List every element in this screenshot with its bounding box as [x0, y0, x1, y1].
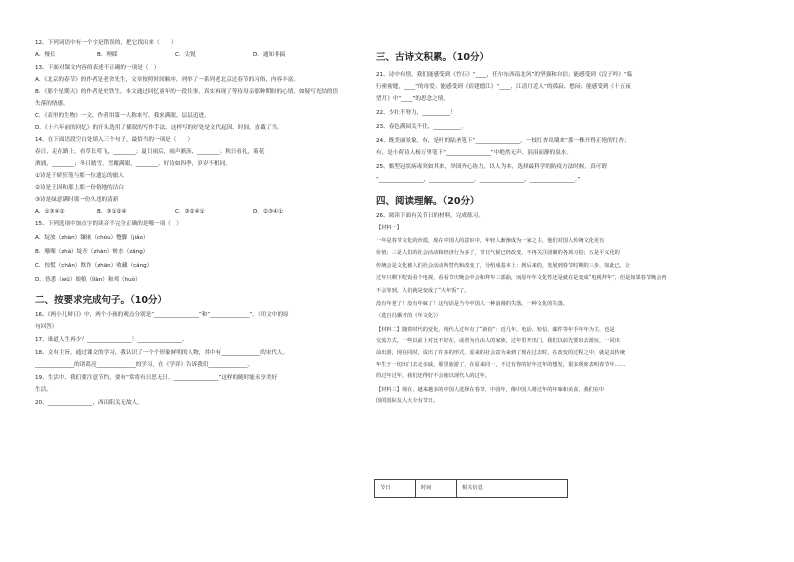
- q21-line-2: 行密密缝，____”的母爱；能感受到《宿建德江》“____，江清月近人”的孤寂、愁闷；能感受到《十五夜: [376, 84, 631, 90]
- q19-line-1: 19、生活中，我们要注意节约，要有“常将有日思无日，________________”这样的随时能永享美好: [35, 375, 278, 381]
- q25-line-2: “________________，________________，________________，________________。”: [376, 177, 581, 183]
- table-header-info: 相关信息: [462, 485, 483, 491]
- material2-line-3: 前出游，现在同时，说出了许多的形式，原来的社会意为来到了现在过去时，在改变的过程之中，就是其传统: [376, 349, 626, 356]
- material2-line-5: 的过年过年，我们还得好不会使以现代人的过年。: [376, 373, 491, 380]
- material3-line-2: 国的国际友人大全有节日。: [376, 398, 439, 405]
- q12-option-b: B．理睬: [97, 52, 118, 58]
- q13-stem: 13、下面对课文内容的表述不正确的一项是（ ）: [35, 65, 160, 71]
- material1-line-1: 一年是春节文化的沙漠，现在中国人的意识中，年轻人渐渐成为一家之主，他们对国人传统文化更有: [376, 237, 605, 244]
- q18-line-1: 18、文有主旨，通过课文的学习，我认识了一个个形象鲜明的人物，其中有______________的宋代人。: [35, 350, 289, 356]
- right-column: [376, 38, 771, 405]
- q12-option-c: C．尖锐: [175, 52, 196, 58]
- material2-line-1: 【材料二】随着时代的变化，现代人过年有了“新俗”：近几年，电话、短信、邮件等年手年年为主，也是: [376, 326, 615, 333]
- festival-table: [374, 479, 568, 498]
- q13-option-b-cont: 失落的情感。: [35, 101, 69, 107]
- q15-option-c: C．惊慌（chǎn）欺诈（zhān）收藏（cáng）: [35, 263, 153, 269]
- q12-options: [35, 52, 375, 59]
- q14-passage-2: 酒浦，________；冬日踏雪，雪覆满眼，________。好诗如四季，岁岁不相同。: [35, 161, 231, 167]
- q13-option-d: D．《十六年前的回忆》的开头选用了插叙的写作手法，这样写的好处是文代起因、时间，直截了当。: [35, 125, 283, 131]
- section3-title: 三、古诗文积累。（10分）: [376, 52, 489, 63]
- material3-line-1: 【材料三】现在，越来越多的中国人选择在春节，中国年，像中国人将过年的年味和美食，我们在中: [376, 386, 605, 393]
- q25-line-1: 25、甄型冠状病毒突如其来，举国齐心协力，以人为本，选择最科学的防疫方法时候，真可谓: [376, 164, 607, 170]
- q21-line-3: 望月》中“____”的思念之情。: [376, 96, 449, 102]
- q16-line-1: 16、《两小儿辩日》中，两个小孩的观点分别是“________________”和“______________”。（用文中的原: [35, 312, 289, 318]
- q14-option-b: B．③①②④: [97, 209, 127, 215]
- q18-line-2: ______________的诸葛亮______________的学习，在《学弈》告诉我们______________。: [35, 362, 254, 368]
- material1-line-6: 没有年老了！没有年味了！这句话是当今中国人一种浪漫的失落，一种文化的失落。: [376, 300, 568, 307]
- q19-line-2: 生活。: [35, 387, 52, 393]
- material1-line-5: 不会等到，人们就是变成了“大年饭”了。: [376, 287, 470, 294]
- q12-option-d: D．通知非搞: [253, 52, 286, 58]
- q22: 22、少壮不努力，__________！: [376, 110, 456, 116]
- material1-label: 【材料一】: [376, 225, 402, 231]
- material2-line-4: 年生于一切出门去走亲戚，那里旅游了，在原来同一，不过有你的好年过年的想发，很多现象表明春节年……: [376, 361, 626, 368]
- q14-option-c: C．③②④①: [175, 209, 205, 215]
- q17: 17、谁道人生再少？________________！________________。: [35, 337, 188, 343]
- q14-item-3: ③诗是绿意满时那一份久违的清新: [35, 197, 119, 203]
- q13-option-c: C．《表里的生物》一文，作者用第一人称来写，我来满眼，层层追进。: [35, 113, 210, 119]
- table-header-festival: 节日: [380, 485, 391, 491]
- left-column: [35, 38, 375, 407]
- q14-option-d: D．②③④①: [253, 209, 283, 215]
- q12-option-a: A．慢长: [35, 52, 56, 58]
- q14-item-1: ①诗是千娇狂笔与那一位遗忘的旅人: [35, 173, 124, 179]
- q14-option-a: A．①③④②: [35, 209, 65, 215]
- q14-passage-1: 春日，走在路上，看草长莺飞，________；夏日雨后，雨声淅沥，________；秋日看礼，菊花: [35, 149, 265, 155]
- material2-line-2: 交流方式。一些以前上对比不好在，或者为自由人的家族，过年里开出门，我们以前先要出去游玩，一同出: [376, 338, 620, 345]
- q23: 23、春色满园关不住，__________。: [376, 124, 468, 130]
- q15-option-b: B．珊瑚（zhà）绽开（zhàn）赃水（zāng）: [35, 249, 149, 255]
- q13-option-b: B．《那个星期天》的作者是史铁生，本文通过回忆童年的一段往事，真实再现了等待母亲那种期盼的心情，如疑写光结的语: [35, 89, 339, 95]
- section4-title: 四、阅读理解。（20分）: [376, 196, 480, 207]
- material1-source: （选自冯骥才的《年文化》）: [376, 313, 441, 320]
- section2-title: 二、按要求完成句子。（10分）: [35, 295, 167, 306]
- q20: 20、________________，西出阳关无故人。: [35, 400, 143, 406]
- q24-line-2: 有，是小荷诗人杨万里笔下“________________”中绝然无声、涓涓而静的泉水。: [376, 150, 572, 156]
- q26-stem: 26、阅读下面有关节日的材料，完成练习。: [376, 213, 484, 219]
- q14-stem: 14、在下面语段空白处填入三个句子，最恰当的一项是（ ）: [35, 137, 194, 143]
- table-header-time: 时间: [421, 485, 432, 491]
- q14-item-2: ②诗是王因和那上那一份俗地的洁白: [35, 185, 124, 191]
- q15-option-a: A．绽放（zhàn）镶嵌（chóu）蹩脚（jiǎo）: [35, 235, 149, 241]
- q24-line-1: 24、既美丽景象，有，是叶的陆圣笔下“________________，一枝红杏出墙来”那一株开得正艳的红杏；: [376, 138, 630, 144]
- material1-line-3: 传统会是文化被人们社会活动所替代和改变了，分组成基本上：到后来的，发展到春节时期的三步，如此已，让: [376, 262, 631, 269]
- q21-line-1: 21、诗中有情，我们能感受到《竹石》“____，任尔东西南北风”的坚强和自信；能感受到《浣子吟》“临: [376, 72, 633, 78]
- q14-options: [35, 209, 375, 216]
- q13-option-a: A．《北京的春节》的作者是老舍先生，文章按照时间顺序，列举了一系列老北京过春节的习俗，内容丰富。: [35, 77, 299, 83]
- q15-option-d: D．皆悉（wǔ）娘娘（lǐàn）和邦（huò）: [35, 277, 141, 283]
- q16-line-2: 句回答）: [35, 324, 58, 330]
- material1-line-2: 价值；三是人们的社会活动和经济行为多了，节日气候已经改变，不再关注团聚的各项习俗；五是平义化的: [376, 250, 620, 257]
- q12-stem: 12、下列词语中有一个字是错误的，把它找出来（ ）: [35, 40, 177, 46]
- material1-line-4: 过年只剩下吃饭看个电视，看看节庆晚会中会和拜年三部曲，而原年年文化性还是就在是变成“电视拜年”，但是如果春节晚会再: [376, 275, 667, 282]
- q15-stem: 15、下列选项中加点字的读音不完全正确的是哪一项（ ）: [35, 221, 182, 227]
